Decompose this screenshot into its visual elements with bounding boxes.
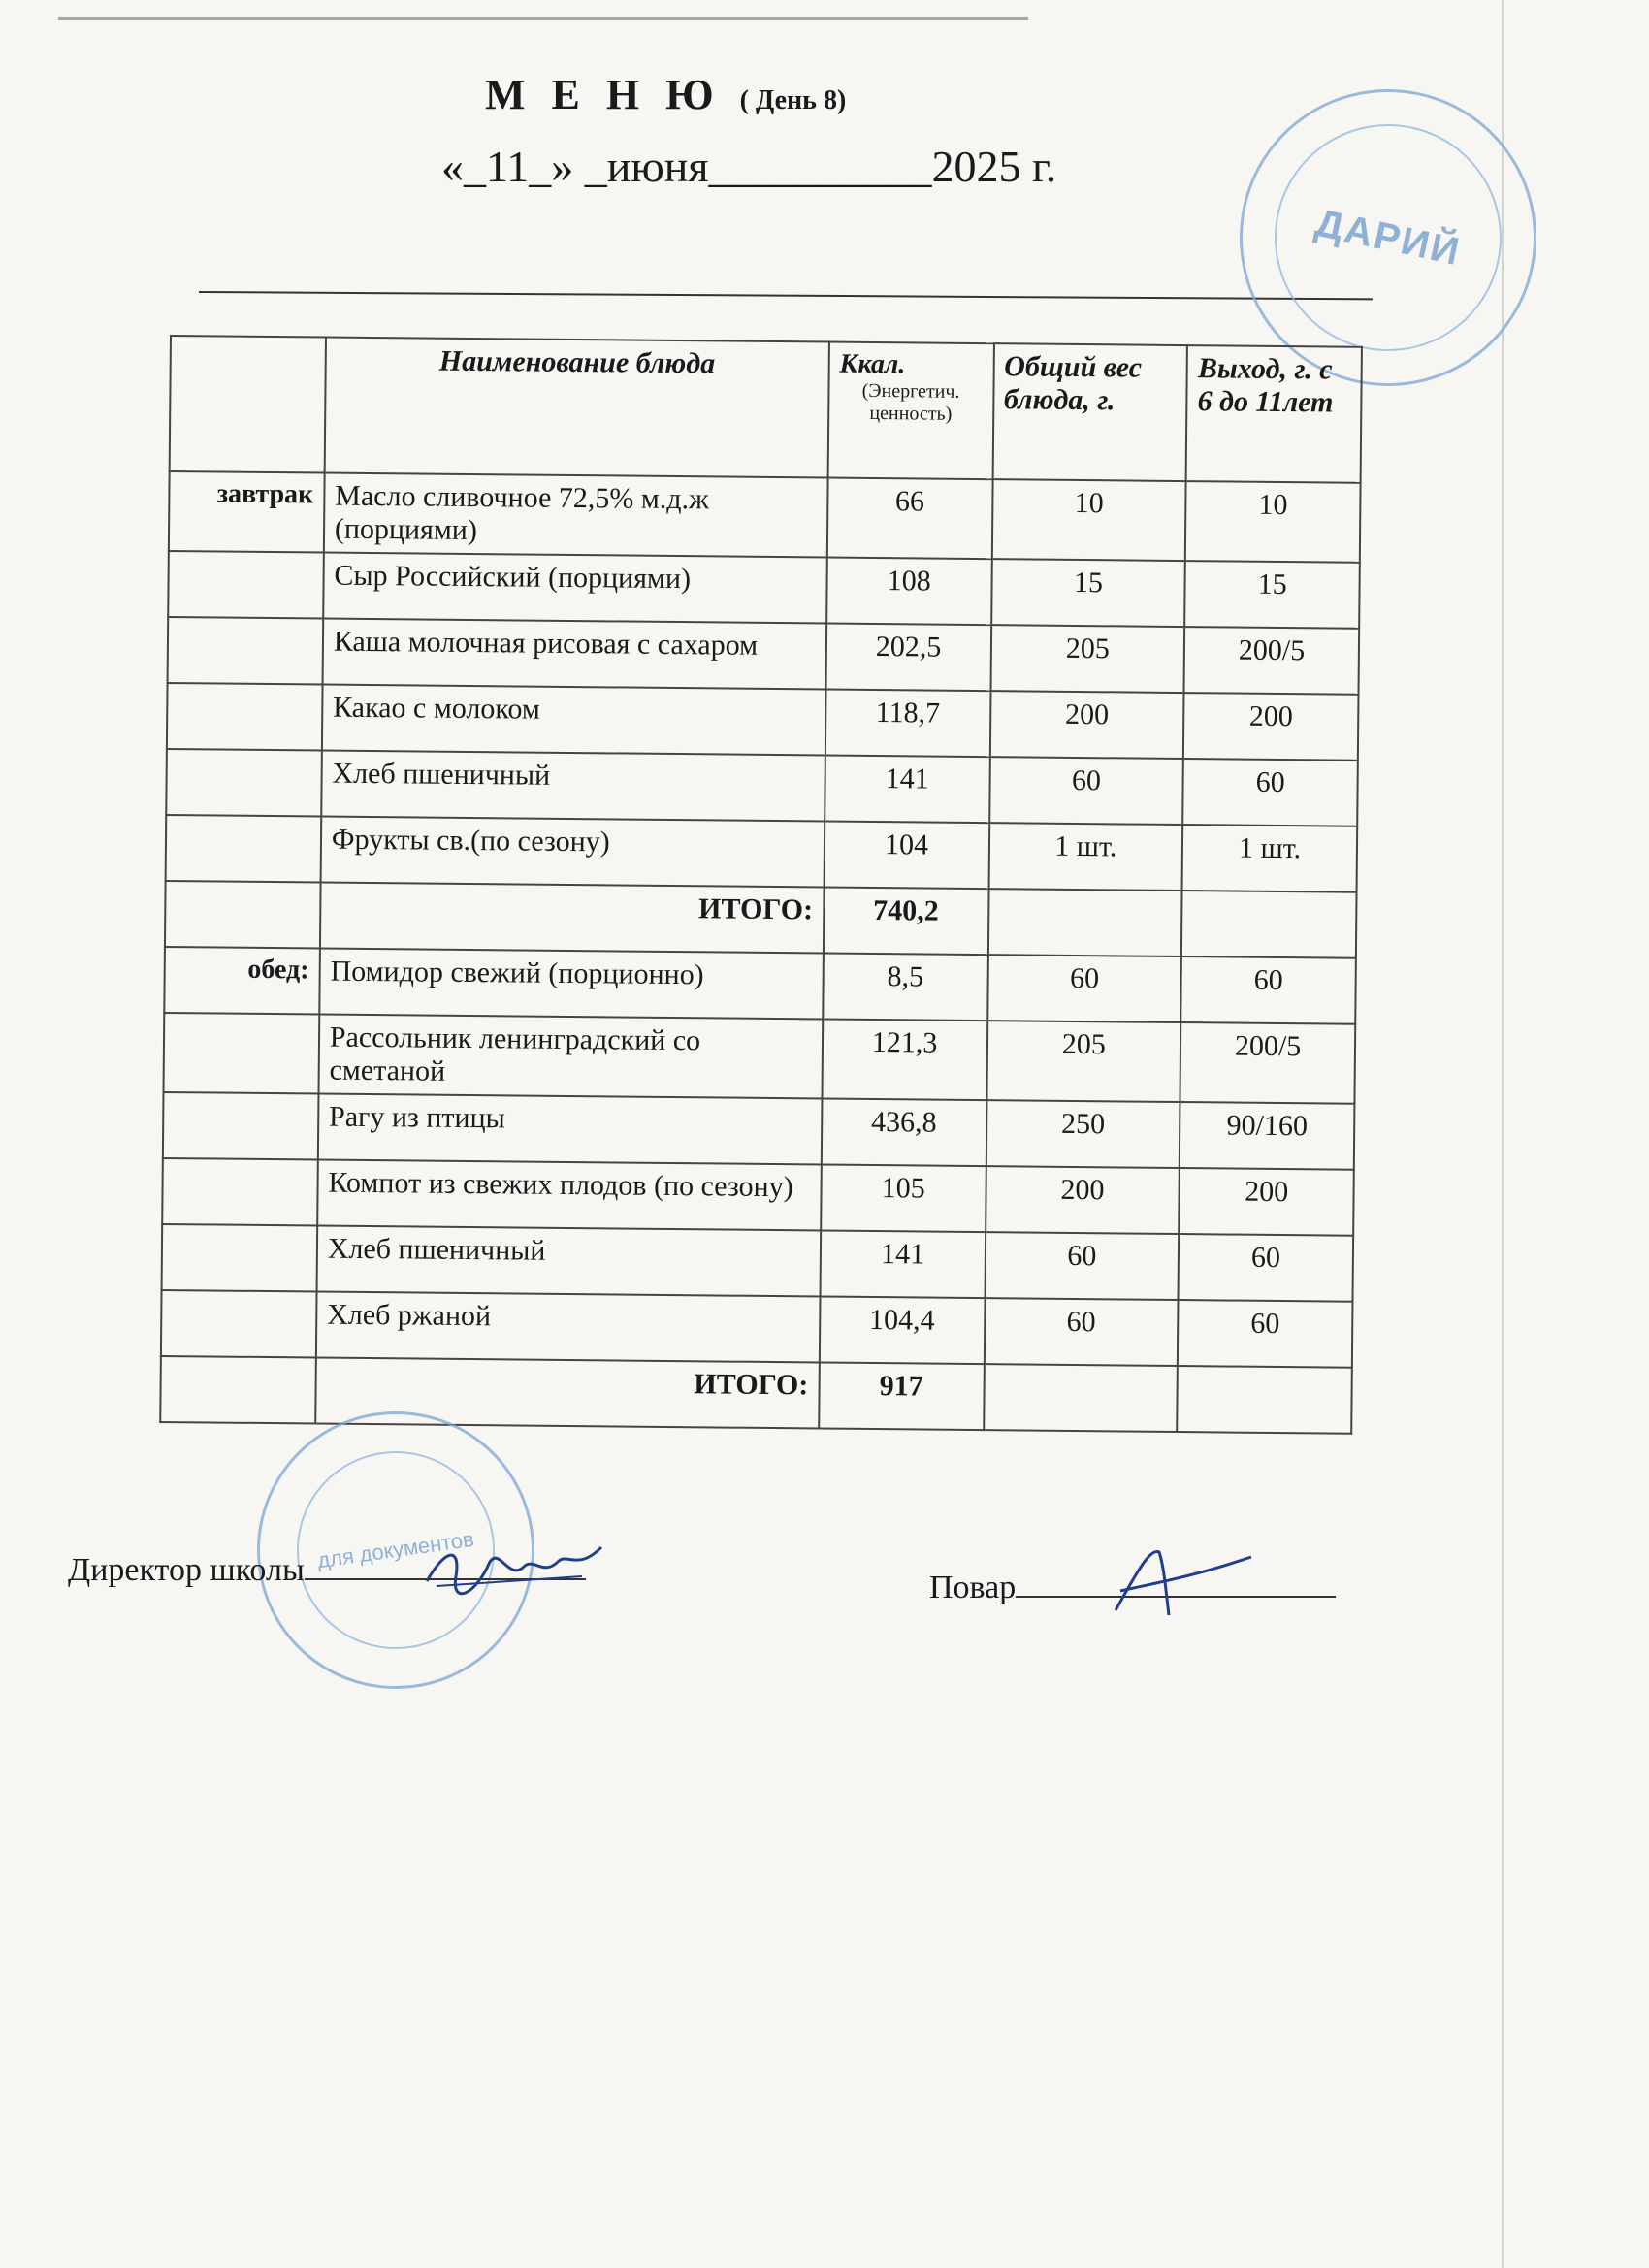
meal-cell bbox=[168, 617, 323, 685]
cell-weight: 60 bbox=[987, 955, 1181, 1022]
school-stamp-inner: для документов bbox=[284, 1439, 507, 1662]
scan-edge bbox=[58, 17, 1028, 20]
cell-output: 60 bbox=[1179, 1234, 1353, 1302]
cell-name: Какао с молоком bbox=[322, 685, 825, 756]
table-row bbox=[164, 947, 1356, 1024]
cell-kcal: 8,5 bbox=[823, 953, 987, 1021]
cell-name: Хлеб пшеничный bbox=[321, 751, 824, 822]
meal-cell bbox=[162, 1224, 317, 1292]
cell-name: Помидор свежий (порционно) bbox=[319, 949, 823, 1020]
cell-output: 200/5 bbox=[1184, 627, 1359, 695]
total-label: ИТОГО: bbox=[320, 883, 824, 954]
director-label: Директор школы bbox=[68, 1552, 305, 1588]
menu-table bbox=[159, 335, 1363, 1435]
cell-name: Каша молочная рисовая с сахаром bbox=[322, 619, 825, 690]
meal-cell bbox=[165, 881, 320, 949]
table-row bbox=[161, 1290, 1353, 1368]
meal-cell bbox=[166, 815, 321, 883]
cell-output: 15 bbox=[1184, 561, 1359, 629]
cell-name: Хлеб пшеничный bbox=[316, 1226, 820, 1297]
header-name: Наименование блюда bbox=[324, 338, 828, 478]
meal-cell bbox=[164, 1013, 320, 1094]
table-row bbox=[168, 617, 1360, 695]
total-value: 740,2 bbox=[824, 887, 988, 955]
meal-cell bbox=[162, 1158, 317, 1226]
cell-kcal: 118,7 bbox=[825, 690, 990, 758]
total-value: 917 bbox=[819, 1362, 984, 1430]
menu-title bbox=[485, 70, 846, 119]
cell-output: 60 bbox=[1182, 759, 1357, 826]
cell-output: 200/5 bbox=[1180, 1022, 1356, 1104]
cell-name: Компот из свежих плодов (по сезону) bbox=[317, 1160, 821, 1231]
cell-output bbox=[1181, 891, 1356, 958]
cell-kcal: 105 bbox=[821, 1164, 986, 1232]
table-row bbox=[168, 551, 1360, 629]
cell-kcal: 104,4 bbox=[820, 1296, 985, 1364]
cell-kcal: 141 bbox=[820, 1230, 985, 1298]
meal-cell: обед: bbox=[164, 947, 319, 1015]
lunch-section bbox=[160, 947, 1356, 1434]
cook-signature bbox=[1106, 1538, 1261, 1625]
total-row bbox=[160, 1356, 1352, 1434]
table-row bbox=[166, 749, 1358, 826]
cell-output: 60 bbox=[1178, 1300, 1352, 1368]
cell-weight: 205 bbox=[986, 1021, 1180, 1102]
menu-day: ( День 8) bbox=[739, 85, 847, 115]
meal-cell bbox=[160, 1356, 315, 1424]
menu-date: «_11_» _июня__________2025 г. bbox=[441, 142, 1057, 191]
cell-weight: 10 bbox=[991, 479, 1185, 561]
meal-cell bbox=[161, 1290, 316, 1358]
table-row bbox=[169, 471, 1361, 563]
cell-weight: 1 шт. bbox=[988, 823, 1182, 891]
table-row bbox=[163, 1092, 1355, 1170]
director-signature bbox=[417, 1528, 611, 1605]
cell-name: Рагу из птицы bbox=[318, 1094, 822, 1165]
cell-weight: 205 bbox=[990, 625, 1184, 693]
cell-name: Хлеб ржаной bbox=[316, 1291, 820, 1362]
cell-kcal: 436,8 bbox=[822, 1098, 986, 1166]
cell-weight: 200 bbox=[986, 1166, 1180, 1234]
header-meal bbox=[170, 336, 326, 473]
cell-output: 90/160 bbox=[1180, 1102, 1354, 1170]
cell-name: Фрукты св.(по сезону) bbox=[320, 817, 824, 888]
header-kcal-label: Ккал. bbox=[839, 348, 906, 380]
header-kcal-sub: (Энергетич. ценность) bbox=[861, 379, 960, 425]
cell-weight bbox=[987, 889, 1181, 956]
cell-weight: 60 bbox=[989, 757, 1183, 825]
menu-title-text: М Е Н Ю bbox=[485, 71, 722, 118]
cell-kcal: 108 bbox=[826, 558, 991, 626]
cell-kcal: 104 bbox=[824, 822, 988, 890]
header-kcal bbox=[827, 342, 993, 480]
cell-weight bbox=[984, 1364, 1178, 1432]
meal-cell bbox=[168, 551, 323, 619]
cell-name: Масло сливочное 72,5% м.д.ж (порциями) bbox=[324, 473, 828, 558]
table-row bbox=[162, 1158, 1354, 1236]
cell-weight: 15 bbox=[991, 559, 1185, 627]
header-rule bbox=[199, 291, 1373, 300]
total-row bbox=[165, 881, 1357, 958]
organization-stamp-inner: ДАРИЙ bbox=[1253, 103, 1523, 373]
cell-kcal: 121,3 bbox=[822, 1019, 987, 1100]
meal-cell bbox=[167, 683, 322, 751]
cell-output: 200 bbox=[1183, 693, 1358, 761]
cell-output bbox=[1177, 1366, 1351, 1434]
cell-weight: 250 bbox=[986, 1100, 1180, 1168]
breakfast-section bbox=[165, 471, 1361, 958]
cell-output: 1 шт. bbox=[1182, 825, 1357, 892]
cook-label: Повар bbox=[929, 1570, 1017, 1605]
cell-weight: 60 bbox=[984, 1298, 1178, 1366]
header-weight: Общий вес блюда, г. bbox=[992, 343, 1187, 481]
cell-name: Сыр Российский (порциями) bbox=[323, 553, 826, 624]
cell-output: 10 bbox=[1185, 481, 1361, 563]
cell-kcal: 66 bbox=[827, 478, 993, 560]
total-label: ИТОГО: bbox=[315, 1357, 819, 1428]
cell-output: 60 bbox=[1180, 956, 1355, 1024]
scan-edge-right bbox=[1502, 0, 1504, 2268]
table-row bbox=[166, 815, 1358, 892]
table-header-row bbox=[170, 336, 1362, 483]
meal-cell bbox=[163, 1092, 318, 1160]
table-row bbox=[167, 683, 1359, 761]
table-row bbox=[162, 1224, 1354, 1302]
cell-kcal: 202,5 bbox=[825, 624, 990, 692]
meal-cell bbox=[166, 749, 321, 817]
cell-output: 200 bbox=[1179, 1168, 1353, 1236]
meal-cell: завтрак bbox=[169, 471, 325, 553]
cell-name: Рассольник ленинградский со сметаной bbox=[318, 1015, 823, 1099]
cell-weight: 60 bbox=[985, 1232, 1179, 1300]
header-output: Выход, г. с 6 до 11лет bbox=[1186, 345, 1362, 483]
cell-kcal: 141 bbox=[824, 756, 989, 824]
table-row bbox=[164, 1013, 1356, 1104]
cell-weight: 200 bbox=[989, 691, 1183, 759]
